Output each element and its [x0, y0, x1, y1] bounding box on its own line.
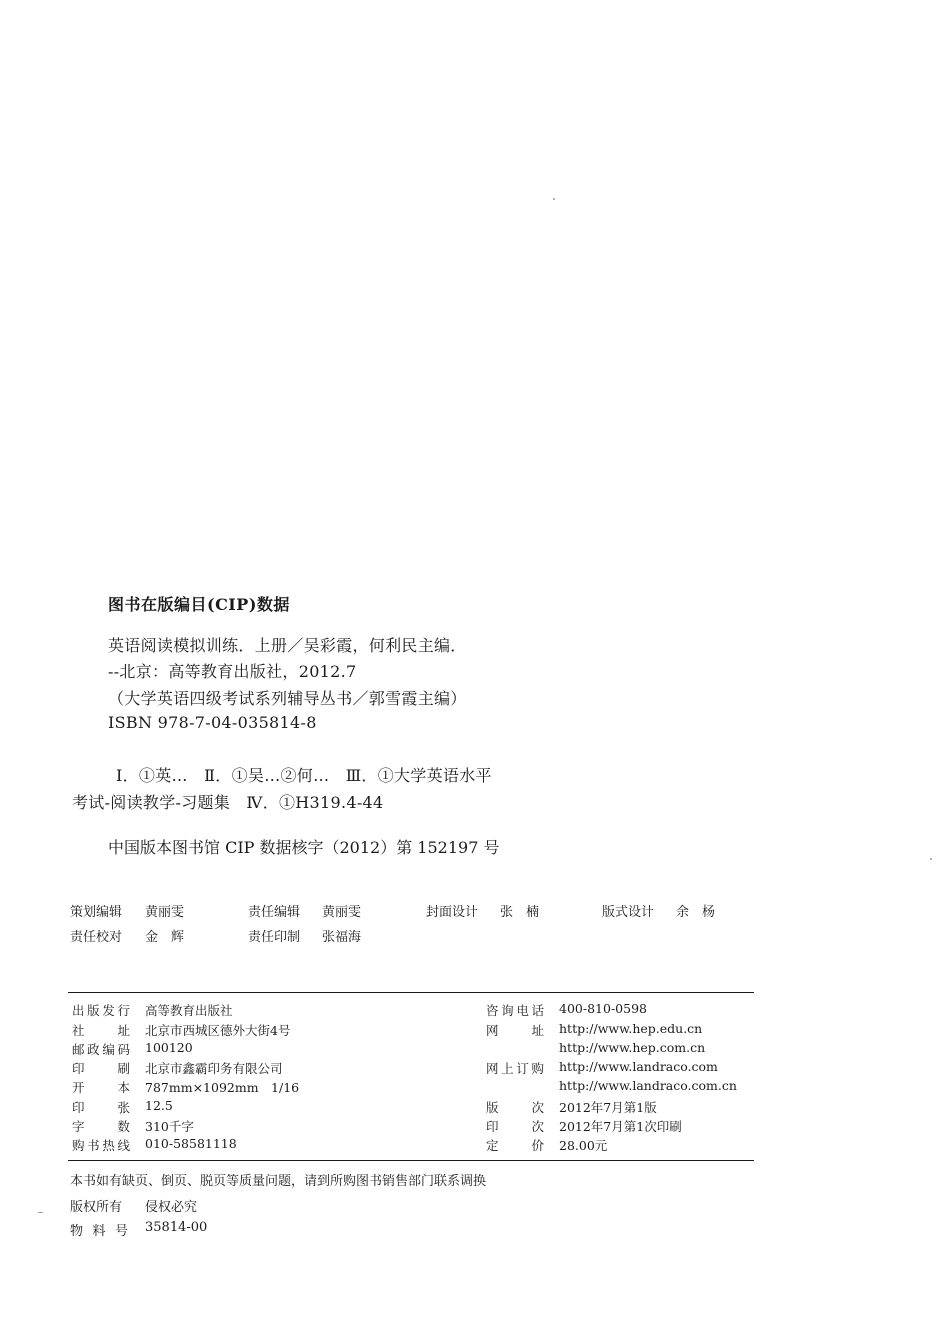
material-number-value: 35814-00	[145, 1220, 208, 1235]
staff-role: 版式设计	[602, 905, 655, 920]
quality-notice: 本书如有缺页、倒页、脱页等质量问题，请到所购图书销售部门联系调换	[70, 1174, 487, 1189]
staff-name: 黄丽雯	[322, 905, 362, 920]
publishing-label: 网上订购	[486, 1061, 544, 1076]
publishing-row	[0, 1078, 950, 1096]
publishing-value: 2012年7月第1版	[559, 1100, 657, 1115]
staff-name: 张福海	[322, 930, 362, 945]
staff-role: 责任校对	[70, 930, 123, 945]
publishing-value: 2012年7月第1次印刷	[559, 1119, 682, 1134]
publishing-label: 印刷	[72, 1061, 130, 1076]
publishing-row	[0, 1059, 950, 1077]
publishing-value: 12.5	[145, 1098, 173, 1113]
cip-classification-line: Ⅰ．①英… Ⅱ．①吴…②何… Ⅲ．①大学英语水平	[116, 766, 492, 785]
publishing-row	[0, 1001, 950, 1019]
table-top-rule	[68, 992, 754, 993]
publishing-value: 310千字	[145, 1119, 194, 1134]
material-number-label: 物料号	[70, 1224, 128, 1239]
staff-role: 责任印制	[248, 930, 301, 945]
cip-classification-line: 考试-阅读教学-习题集 Ⅳ．①H319.4-44	[72, 793, 384, 812]
scan-speck	[553, 198, 555, 200]
publishing-label: 邮政编码	[72, 1042, 130, 1057]
publishing-value: 北京市西城区德外大街4号	[145, 1023, 291, 1038]
publishing-value: http://www.hep.edu.cn	[559, 1021, 703, 1036]
cip-publisher-line: --北京：高等教育出版社，2012.7	[108, 662, 357, 681]
publishing-label: 版次	[486, 1100, 544, 1115]
cip-verification-number: 中国版本图书馆 CIP 数据核字（2012）第 152197 号	[108, 838, 500, 857]
staff-name: 黄丽雯	[145, 905, 185, 920]
table-bottom-rule	[68, 1160, 754, 1161]
cip-title: 图书在版编目(CIP)数据	[108, 595, 290, 614]
publishing-value: 28.00元	[559, 1138, 608, 1153]
cip-isbn-line: ISBN 978-7-04-035814-8	[108, 713, 317, 732]
staff-name: 余 杨	[676, 905, 716, 920]
publishing-value: 400-810-0598	[559, 1001, 647, 1016]
publishing-row	[0, 1040, 950, 1058]
publishing-label: 出版发行	[72, 1003, 130, 1018]
publishing-value: 北京市鑫霸印务有限公司	[145, 1061, 283, 1076]
publishing-label: 社址	[72, 1023, 130, 1038]
publishing-value: http://www.landraco.com	[559, 1059, 718, 1074]
publishing-label: 印张	[72, 1100, 130, 1115]
publishing-value: 787mm×1092mm 1/16	[145, 1080, 300, 1095]
publishing-value: 高等教育出版社	[145, 1003, 233, 1018]
publishing-row	[0, 1021, 950, 1039]
publishing-label: 印次	[486, 1119, 544, 1134]
publishing-row	[0, 1117, 950, 1135]
staff-name: 张 楠	[500, 905, 540, 920]
cip-title-line: 英语阅读模拟训练．上册／吴彩霞，何利民主编．	[108, 636, 467, 655]
publishing-value: 010-58581118	[145, 1136, 237, 1151]
scan-speck	[38, 1212, 43, 1213]
copyright-value: 侵权必究	[145, 1200, 198, 1215]
staff-role: 责任编辑	[248, 905, 301, 920]
publishing-label: 开本	[72, 1080, 130, 1095]
publishing-row	[0, 1098, 950, 1116]
staff-role: 策划编辑	[70, 905, 123, 920]
publishing-label: 购书热线	[72, 1138, 130, 1153]
scan-speck	[930, 858, 932, 860]
cip-series-line: （大学英语四级考试系列辅导丛书／郭雪霞主编）	[108, 689, 467, 708]
publishing-label: 网址	[486, 1023, 544, 1038]
staff-role: 封面设计	[426, 905, 479, 920]
publishing-label: 定价	[486, 1138, 544, 1153]
staff-name: 金 辉	[145, 930, 185, 945]
publishing-value: http://www.landraco.com.cn	[559, 1078, 737, 1093]
publishing-value: http://www.hep.com.cn	[559, 1040, 706, 1055]
publishing-label: 字数	[72, 1119, 130, 1134]
publishing-label: 咨询电话	[486, 1003, 544, 1018]
copyright-label: 版权所有	[70, 1200, 123, 1215]
publishing-row	[0, 1136, 950, 1154]
publishing-value: 100120	[145, 1040, 193, 1055]
